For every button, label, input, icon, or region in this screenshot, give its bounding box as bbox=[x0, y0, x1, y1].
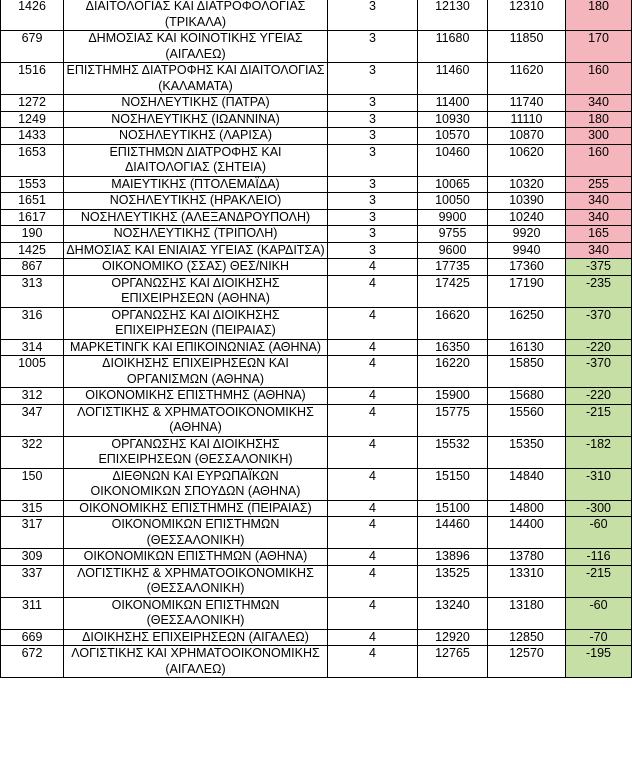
department-code-cell: 1249 bbox=[1, 111, 64, 128]
department-code-cell: 312 bbox=[1, 388, 64, 405]
department-code-cell: 1433 bbox=[1, 128, 64, 145]
department-name-cell: ΟΙΚΟΝΟΜΙΚΩΝ ΕΠΙΣΤΗΜΩΝ (ΑΘΗΝΑ) bbox=[64, 549, 328, 566]
difference-cell: 340 bbox=[566, 95, 632, 112]
field-cell: 3 bbox=[328, 144, 418, 176]
department-code-cell: 315 bbox=[1, 500, 64, 517]
department-name-cell: ΟΙΚΟΝΟΜΙΚΗΣ ΕΠΙΣΤΗΜΗΣ (ΠΕΙΡΑΙΑΣ) bbox=[64, 500, 328, 517]
score-a-cell: 11680 bbox=[418, 31, 488, 63]
score-a-cell: 13240 bbox=[418, 597, 488, 629]
department-code-cell: 309 bbox=[1, 549, 64, 566]
department-code-cell: 672 bbox=[1, 646, 64, 678]
field-cell: 3 bbox=[328, 0, 418, 31]
table-row bbox=[1, 339, 632, 356]
table-row bbox=[1, 128, 632, 145]
score-a-cell: 15532 bbox=[418, 436, 488, 468]
difference-cell: 160 bbox=[566, 144, 632, 176]
table-row bbox=[1, 111, 632, 128]
department-name-cell: ΛΟΓΙΣΤΙΚΗΣ & ΧΡΗΜΑΤΟΟΙΚΟΝΟΜΙΚΗΣ (ΑΘΗΝΑ) bbox=[64, 404, 328, 436]
department-name-cell: ΟΡΓΑΝΩΣΗΣ ΚΑΙ ΔΙΟΙΚΗΣΗΣ ΕΠΙΧΕΙΡΗΣΕΩΝ (ΘΕΣΣΑΛΟΝΙΚΗ) bbox=[64, 436, 328, 468]
department-name-cell: ΔΙΕΘΝΩΝ ΚΑΙ ΕΥΡΩΠΑΪΚΩΝ ΟΙΚΟΝΟΜΙΚΩΝ ΣΠΟΥΔΩΝ (ΑΘΗΝΑ) bbox=[64, 468, 328, 500]
score-b-cell: 9940 bbox=[488, 242, 566, 259]
department-code-cell: 190 bbox=[1, 226, 64, 243]
score-b-cell: 14840 bbox=[488, 468, 566, 500]
department-code-cell: 311 bbox=[1, 597, 64, 629]
difference-cell: -60 bbox=[566, 597, 632, 629]
department-name-cell: ΔΙΟΙΚΗΣΗΣ ΕΠΙΧΕΙΡΗΣΕΩΝ ΚΑΙ ΟΡΓΑΝΙΣΜΩΝ (ΑΘΗΝΑ) bbox=[64, 356, 328, 388]
difference-cell: -60 bbox=[566, 517, 632, 549]
field-cell: 4 bbox=[328, 500, 418, 517]
field-cell: 4 bbox=[328, 404, 418, 436]
score-b-cell: 14400 bbox=[488, 517, 566, 549]
table-row bbox=[1, 356, 632, 388]
score-b-cell: 9920 bbox=[488, 226, 566, 243]
score-b-cell: 13310 bbox=[488, 565, 566, 597]
field-cell: 4 bbox=[328, 307, 418, 339]
department-name-cell: ΝΟΣΗΛΕΥΤΙΚΗΣ (ΤΡΙΠΟΛΗ) bbox=[64, 226, 328, 243]
score-a-cell: 11460 bbox=[418, 63, 488, 95]
score-b-cell: 12310 bbox=[488, 0, 566, 31]
score-b-cell: 13780 bbox=[488, 549, 566, 566]
difference-cell: 180 bbox=[566, 111, 632, 128]
field-cell: 4 bbox=[328, 517, 418, 549]
score-b-cell: 16130 bbox=[488, 339, 566, 356]
field-cell: 4 bbox=[328, 436, 418, 468]
table-row bbox=[1, 549, 632, 566]
score-a-cell: 13896 bbox=[418, 549, 488, 566]
score-b-cell: 10240 bbox=[488, 209, 566, 226]
department-code-cell: 337 bbox=[1, 565, 64, 597]
department-name-cell: ΝΟΣΗΛΕΥΤΙΚΗΣ (ΠΑΤΡΑ) bbox=[64, 95, 328, 112]
table-row bbox=[1, 259, 632, 276]
department-name-cell: ΔΙΑΙΤΟΛΟΓΙΑΣ ΚΑΙ ΔΙΑΤΡΟΦΟΛΟΓΙΑΣ (ΤΡΙΚΑΛΑ) bbox=[64, 0, 328, 31]
department-code-cell: 1617 bbox=[1, 209, 64, 226]
field-cell: 4 bbox=[328, 356, 418, 388]
department-code-cell: 322 bbox=[1, 436, 64, 468]
table-row bbox=[1, 436, 632, 468]
score-a-cell: 17735 bbox=[418, 259, 488, 276]
score-b-cell: 11110 bbox=[488, 111, 566, 128]
difference-cell: 340 bbox=[566, 193, 632, 210]
field-cell: 4 bbox=[328, 646, 418, 678]
field-cell: 4 bbox=[328, 597, 418, 629]
department-code-cell: 867 bbox=[1, 259, 64, 276]
department-code-cell: 669 bbox=[1, 629, 64, 646]
score-a-cell: 15100 bbox=[418, 500, 488, 517]
score-a-cell: 12765 bbox=[418, 646, 488, 678]
score-a-cell: 10570 bbox=[418, 128, 488, 145]
difference-cell: 300 bbox=[566, 128, 632, 145]
score-b-cell: 11740 bbox=[488, 95, 566, 112]
department-name-cell: ΛΟΓΙΣΤΙΚΗΣ ΚΑΙ ΧΡΗΜΑΤΟΟΙΚΟΝΟΜΙΚΗΣ (ΑΙΓΑΛΕΩ) bbox=[64, 646, 328, 678]
field-cell: 4 bbox=[328, 629, 418, 646]
department-code-cell: 1272 bbox=[1, 95, 64, 112]
field-cell: 3 bbox=[328, 63, 418, 95]
difference-cell: -70 bbox=[566, 629, 632, 646]
department-code-cell: 679 bbox=[1, 31, 64, 63]
department-code-cell: 1005 bbox=[1, 356, 64, 388]
table-row bbox=[1, 63, 632, 95]
department-name-cell: ΟΙΚΟΝΟΜΙΚΗΣ ΕΠΙΣΤΗΜΗΣ (ΑΘΗΝΑ) bbox=[64, 388, 328, 405]
score-b-cell: 15560 bbox=[488, 404, 566, 436]
department-code-cell: 1553 bbox=[1, 176, 64, 193]
department-name-cell: ΟΙΚΟΝΟΜΙΚΩΝ ΕΠΙΣΤΗΜΩΝ (ΘΕΣΣΑΛΟΝΙΚΗ) bbox=[64, 597, 328, 629]
score-b-cell: 15680 bbox=[488, 388, 566, 405]
department-code-cell: 347 bbox=[1, 404, 64, 436]
score-b-cell: 10870 bbox=[488, 128, 566, 145]
score-b-cell: 11850 bbox=[488, 31, 566, 63]
table-row bbox=[1, 307, 632, 339]
score-a-cell: 10050 bbox=[418, 193, 488, 210]
department-name-cell: ΕΠΙΣΤΗΜΩΝ ΔΙΑΤΡΟΦΗΣ ΚΑΙ ΔΙΑΙΤΟΛΟΓΙΑΣ (ΣΗΤΕΙΑ) bbox=[64, 144, 328, 176]
table-row bbox=[1, 404, 632, 436]
difference-cell: 170 bbox=[566, 31, 632, 63]
field-cell: 4 bbox=[328, 549, 418, 566]
score-a-cell: 10460 bbox=[418, 144, 488, 176]
field-cell: 4 bbox=[328, 275, 418, 307]
table-row bbox=[1, 193, 632, 210]
difference-cell: 180 bbox=[566, 0, 632, 31]
score-b-cell: 12850 bbox=[488, 629, 566, 646]
score-b-cell: 13180 bbox=[488, 597, 566, 629]
field-cell: 4 bbox=[328, 339, 418, 356]
score-b-cell: 10320 bbox=[488, 176, 566, 193]
department-name-cell: ΟΡΓΑΝΩΣΗΣ ΚΑΙ ΔΙΟΙΚΗΣΗΣ ΕΠΙΧΕΙΡΗΣΕΩΝ (ΠΕΙΡΑΙΑΣ) bbox=[64, 307, 328, 339]
difference-cell: -300 bbox=[566, 500, 632, 517]
score-a-cell: 9900 bbox=[418, 209, 488, 226]
difference-cell: -220 bbox=[566, 339, 632, 356]
field-cell: 3 bbox=[328, 176, 418, 193]
department-name-cell: ΔΗΜΟΣΙΑΣ ΚΑΙ ΚΟΙΝΟΤΙΚΗΣ ΥΓΕΙΑΣ (ΑΙΓΑΛΕΩ) bbox=[64, 31, 328, 63]
table-row bbox=[1, 144, 632, 176]
difference-cell: -235 bbox=[566, 275, 632, 307]
department-code-cell: 1653 bbox=[1, 144, 64, 176]
difference-cell: -220 bbox=[566, 388, 632, 405]
table-row bbox=[1, 388, 632, 405]
score-a-cell: 12130 bbox=[418, 0, 488, 31]
table-row bbox=[1, 565, 632, 597]
score-b-cell: 17360 bbox=[488, 259, 566, 276]
score-b-cell: 15350 bbox=[488, 436, 566, 468]
difference-cell: 160 bbox=[566, 63, 632, 95]
field-cell: 3 bbox=[328, 209, 418, 226]
difference-cell: -215 bbox=[566, 565, 632, 597]
difference-cell: 165 bbox=[566, 226, 632, 243]
table-row bbox=[1, 468, 632, 500]
score-a-cell: 11400 bbox=[418, 95, 488, 112]
field-cell: 3 bbox=[328, 95, 418, 112]
score-a-cell: 12920 bbox=[418, 629, 488, 646]
difference-cell: 340 bbox=[566, 242, 632, 259]
difference-cell: -370 bbox=[566, 307, 632, 339]
department-name-cell: ΜΑΙΕΥΤΙΚΗΣ (ΠΤΟΛΕΜΑΪΔΑ) bbox=[64, 176, 328, 193]
table-row bbox=[1, 242, 632, 259]
department-name-cell: ΟΡΓΑΝΩΣΗΣ ΚΑΙ ΔΙΟΙΚΗΣΗΣ ΕΠΙΧΕΙΡΗΣΕΩΝ (ΑΘΗΝΑ) bbox=[64, 275, 328, 307]
field-cell: 4 bbox=[328, 565, 418, 597]
table-row bbox=[1, 597, 632, 629]
field-cell: 3 bbox=[328, 111, 418, 128]
field-cell: 3 bbox=[328, 193, 418, 210]
field-cell: 3 bbox=[328, 128, 418, 145]
score-a-cell: 16620 bbox=[418, 307, 488, 339]
score-a-cell: 10065 bbox=[418, 176, 488, 193]
table-row bbox=[1, 517, 632, 549]
score-a-cell: 15775 bbox=[418, 404, 488, 436]
difference-cell: -195 bbox=[566, 646, 632, 678]
score-a-cell: 15150 bbox=[418, 468, 488, 500]
department-code-cell: 1426 bbox=[1, 0, 64, 31]
score-b-cell: 11620 bbox=[488, 63, 566, 95]
department-code-cell: 1651 bbox=[1, 193, 64, 210]
score-a-cell: 13525 bbox=[418, 565, 488, 597]
department-name-cell: ΟΙΚΟΝΟΜΙΚΩΝ ΕΠΙΣΤΗΜΩΝ (ΘΕΣΣΑΛΟΝΙΚΗ) bbox=[64, 517, 328, 549]
table-row bbox=[1, 500, 632, 517]
field-cell: 4 bbox=[328, 388, 418, 405]
field-cell: 3 bbox=[328, 31, 418, 63]
department-name-cell: ΝΟΣΗΛΕΥΤΙΚΗΣ (ΛΑΡΙΣΑ) bbox=[64, 128, 328, 145]
difference-cell: -116 bbox=[566, 549, 632, 566]
department-name-cell: ΕΠΙΣΤΗΜΗΣ ΔΙΑΤΡΟΦΗΣ ΚΑΙ ΔΙΑΙΤΟΛΟΓΙΑΣ (ΚΑΛΑΜΑΤΑ) bbox=[64, 63, 328, 95]
department-name-cell: ΝΟΣΗΛΕΥΤΙΚΗΣ (ΑΛΕΞΑΝΔΡΟΥΠΟΛΗ) bbox=[64, 209, 328, 226]
table-row bbox=[1, 176, 632, 193]
score-b-cell: 14800 bbox=[488, 500, 566, 517]
department-name-cell: ΟΙΚΟΝΟΜΙΚΟ (ΣΣΑΣ) ΘΕΣ/ΝΙΚΗ bbox=[64, 259, 328, 276]
field-cell: 3 bbox=[328, 242, 418, 259]
table-row bbox=[1, 226, 632, 243]
score-a-cell: 14460 bbox=[418, 517, 488, 549]
score-b-cell: 12570 bbox=[488, 646, 566, 678]
department-name-cell: ΛΟΓΙΣΤΙΚΗΣ & ΧΡΗΜΑΤΟΟΙΚΟΝΟΜΙΚΗΣ (ΘΕΣΣΑΛΟΝΙΚΗ) bbox=[64, 565, 328, 597]
table-row bbox=[1, 629, 632, 646]
department-name-cell: ΝΟΣΗΛΕΥΤΙΚΗΣ (ΙΩΑΝΝΙΝΑ) bbox=[64, 111, 328, 128]
department-code-cell: 1425 bbox=[1, 242, 64, 259]
department-code-cell: 313 bbox=[1, 275, 64, 307]
score-b-cell: 10620 bbox=[488, 144, 566, 176]
table-row bbox=[1, 646, 632, 678]
difference-cell: -375 bbox=[566, 259, 632, 276]
difference-cell: -310 bbox=[566, 468, 632, 500]
department-name-cell: ΝΟΣΗΛΕΥΤΙΚΗΣ (ΗΡΑΚΛΕΙΟ) bbox=[64, 193, 328, 210]
scores-table-body bbox=[1, 0, 632, 678]
table-row bbox=[1, 0, 632, 31]
score-b-cell: 15850 bbox=[488, 356, 566, 388]
table-row bbox=[1, 31, 632, 63]
department-name-cell: ΔΙΟΙΚΗΣΗΣ ΕΠΙΧΕΙΡΗΣΕΩΝ (ΑΙΓΑΛΕΩ) bbox=[64, 629, 328, 646]
department-code-cell: 150 bbox=[1, 468, 64, 500]
table-row bbox=[1, 209, 632, 226]
department-code-cell: 1516 bbox=[1, 63, 64, 95]
department-code-cell: 314 bbox=[1, 339, 64, 356]
difference-cell: -182 bbox=[566, 436, 632, 468]
difference-cell: -370 bbox=[566, 356, 632, 388]
score-b-cell: 16250 bbox=[488, 307, 566, 339]
department-code-cell: 316 bbox=[1, 307, 64, 339]
table-row bbox=[1, 275, 632, 307]
department-code-cell: 317 bbox=[1, 517, 64, 549]
department-name-cell: ΜΑΡΚΕΤΙΝΓΚ ΚΑΙ ΕΠΙΚΟΙΝΩΝΙΑΣ (ΑΘΗΝΑ) bbox=[64, 339, 328, 356]
score-b-cell: 10390 bbox=[488, 193, 566, 210]
score-a-cell: 9755 bbox=[418, 226, 488, 243]
difference-cell: -215 bbox=[566, 404, 632, 436]
score-a-cell: 17425 bbox=[418, 275, 488, 307]
table-row bbox=[1, 95, 632, 112]
score-a-cell: 9600 bbox=[418, 242, 488, 259]
field-cell: 4 bbox=[328, 468, 418, 500]
difference-cell: 255 bbox=[566, 176, 632, 193]
field-cell: 4 bbox=[328, 259, 418, 276]
score-a-cell: 16220 bbox=[418, 356, 488, 388]
difference-cell: 340 bbox=[566, 209, 632, 226]
department-name-cell: ΔΗΜΟΣΙΑΣ ΚΑΙ ΕΝΙΑΙΑΣ ΥΓΕΙΑΣ (ΚΑΡΔΙΤΣΑ) bbox=[64, 242, 328, 259]
score-a-cell: 16350 bbox=[418, 339, 488, 356]
score-a-cell: 10930 bbox=[418, 111, 488, 128]
score-b-cell: 17190 bbox=[488, 275, 566, 307]
field-cell: 3 bbox=[328, 226, 418, 243]
score-a-cell: 15900 bbox=[418, 388, 488, 405]
